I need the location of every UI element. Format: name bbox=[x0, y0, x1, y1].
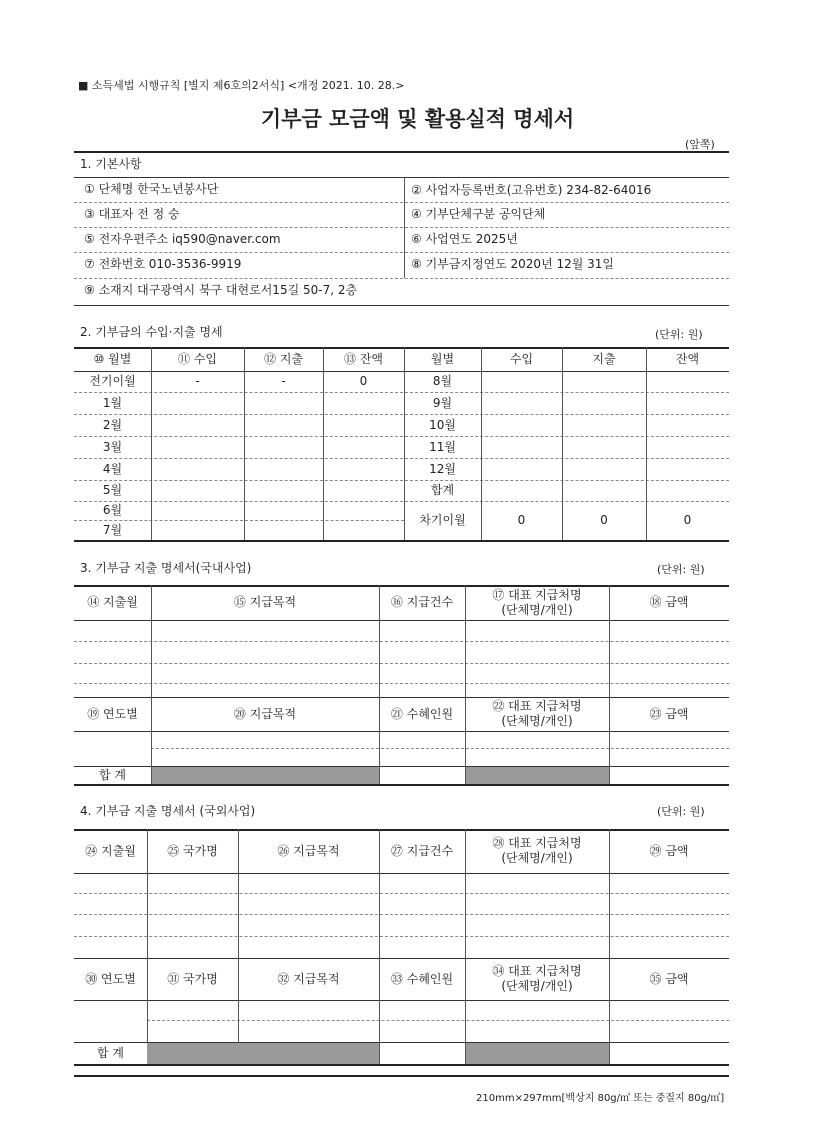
table-cell bbox=[646, 414, 729, 436]
donor-type: ④ 기부단체구분 공익단체 bbox=[411, 207, 546, 221]
total-label: 합 계 bbox=[99, 767, 126, 782]
table-rule bbox=[74, 873, 729, 874]
table-cell bbox=[151, 436, 244, 458]
col-header: ㉑ 수혜인원 bbox=[390, 706, 454, 721]
table-cell: 3월 bbox=[102, 439, 123, 454]
total-label: 합 계 bbox=[97, 1045, 124, 1060]
table-cell bbox=[244, 414, 323, 436]
col-header bbox=[465, 829, 609, 873]
section3-title: 3. 기부금 지출 명세서(국내사업) bbox=[80, 561, 252, 575]
section1-title: 1. 기본사항 bbox=[80, 157, 142, 171]
table-cell bbox=[481, 392, 562, 414]
col-header: ㉜ 지급목적 bbox=[277, 971, 340, 986]
table-rule bbox=[147, 1020, 729, 1021]
table-cell bbox=[481, 480, 562, 501]
col-header: 월별 bbox=[430, 351, 455, 366]
representative: ③ 대표자 전 정 숭 bbox=[84, 207, 180, 221]
table-cell: 11월 bbox=[429, 439, 456, 454]
phone: ⑦ 전화번호 010-3536-9919 bbox=[84, 257, 242, 271]
s1-line bbox=[74, 278, 729, 279]
table-rule bbox=[74, 1000, 729, 1001]
s1-line bbox=[74, 252, 729, 253]
table-rule bbox=[74, 784, 729, 786]
table-rule bbox=[74, 683, 729, 684]
col-header: ㉕ 국가명 bbox=[167, 843, 218, 858]
shaded-cell bbox=[147, 1043, 379, 1064]
col-header: ⑪ 수입 bbox=[178, 351, 217, 366]
carry-forward-cell: 차기이월 bbox=[419, 513, 466, 527]
table-cell bbox=[323, 414, 404, 436]
table-cell bbox=[481, 371, 562, 392]
table-cell bbox=[151, 414, 244, 436]
table-cell bbox=[323, 436, 404, 458]
payee-label: ⑰ 대표 지급처명 bbox=[492, 587, 582, 602]
designation-year: ⑧ 기부금지정연도 2020년 12월 31일 bbox=[411, 257, 615, 271]
table-cell: 0 bbox=[359, 374, 368, 388]
org-name: ① 단체명 한국노년봉사단 bbox=[84, 182, 219, 196]
col-header: ㉝ 수혜인원 bbox=[390, 971, 454, 986]
payee-label: ㉞ 대표 지급처명 bbox=[492, 964, 582, 978]
col-header: ㉖ 지급목적 bbox=[277, 843, 340, 858]
table-cell: 9월 bbox=[432, 395, 453, 410]
col-header: ⑩ 월별 bbox=[93, 351, 132, 366]
table-cell bbox=[562, 480, 646, 501]
table-cell bbox=[562, 371, 646, 392]
section2-unit: (단위: 원) bbox=[655, 328, 703, 341]
payee-sublabel: (단체명/개인) bbox=[501, 602, 573, 617]
table-rule bbox=[74, 731, 729, 732]
table-cell bbox=[562, 436, 646, 458]
carry-forward-cell: 0 bbox=[517, 513, 526, 527]
table-cell bbox=[151, 392, 244, 414]
s1-line bbox=[74, 202, 729, 203]
table-cell: 합계 bbox=[430, 483, 455, 497]
table-cell: - bbox=[195, 374, 200, 388]
col-header: ㉚ 연도별 bbox=[85, 971, 136, 986]
table-cell bbox=[151, 501, 244, 520]
table-cell bbox=[244, 501, 323, 520]
table-cell: 6월 bbox=[102, 503, 123, 517]
col-header: ⑬ 잔액 bbox=[344, 351, 383, 366]
table-cell bbox=[646, 371, 729, 392]
section4-unit: (단위: 원) bbox=[657, 805, 705, 818]
business-registration: ② 사업자등록번호(고유번호) 234-82-64016 bbox=[411, 183, 652, 197]
carry-forward-cell: 0 bbox=[683, 513, 692, 527]
payee-label: ㉘ 대표 지급처명 bbox=[492, 836, 582, 850]
col-header: ⑭ 지출월 bbox=[87, 595, 138, 609]
table-cell: 4월 bbox=[102, 461, 123, 476]
table-cell: 12월 bbox=[429, 461, 456, 476]
s1-line bbox=[74, 305, 729, 306]
table-rule bbox=[74, 663, 729, 664]
table-cell bbox=[323, 501, 404, 520]
col-header: 지출 bbox=[592, 351, 616, 366]
table-cell bbox=[323, 458, 404, 480]
table-cell: 10월 bbox=[429, 417, 456, 432]
col-header: ⑮ 지급목적 bbox=[233, 595, 297, 609]
col-header: ⑫ 지출 bbox=[264, 351, 303, 366]
col-header: ⑳ 지급목적 bbox=[233, 706, 297, 721]
table-cell bbox=[151, 458, 244, 480]
table-cell bbox=[244, 480, 323, 501]
table-rule bbox=[151, 748, 729, 749]
table-cell bbox=[562, 392, 646, 414]
table-cell: 8월 bbox=[432, 374, 453, 388]
bottom-border bbox=[74, 1075, 729, 1077]
table-cell: - bbox=[281, 374, 286, 388]
col-header bbox=[465, 958, 609, 1000]
shaded-cell bbox=[466, 1043, 609, 1064]
table-cell bbox=[151, 520, 244, 540]
table-rule bbox=[74, 936, 729, 937]
law-reference: ■ 소득세법 시행규칙 [별지 제6호의2서식] <개정 2021. 10. 28.> bbox=[78, 79, 405, 92]
table-cell bbox=[323, 392, 404, 414]
top-border bbox=[74, 151, 729, 153]
payee-label: ㉒ 대표 지급처명 bbox=[492, 699, 582, 713]
col-header bbox=[465, 697, 609, 731]
col-header bbox=[465, 585, 609, 620]
table-cell bbox=[244, 436, 323, 458]
table-cell bbox=[323, 520, 404, 540]
table-cell bbox=[481, 436, 562, 458]
table-cell bbox=[646, 458, 729, 480]
table-rule bbox=[74, 540, 729, 542]
col-header: 잔액 bbox=[675, 351, 700, 366]
table-cell bbox=[244, 458, 323, 480]
col-header: ㉟ 금액 bbox=[649, 971, 689, 986]
payee-sublabel: (단체명/개인) bbox=[501, 979, 573, 993]
col-header: ㉗ 지급건수 bbox=[390, 843, 454, 858]
table-cell bbox=[562, 458, 646, 480]
col-header: ㉛ 국가명 bbox=[167, 971, 218, 986]
table-cell bbox=[481, 414, 562, 436]
paper-spec: 210mm×297mm[백상지 80g/㎡ 또는 중질지 80g/㎡] bbox=[476, 1093, 725, 1104]
shaded-cell bbox=[466, 767, 609, 784]
table-rule bbox=[74, 914, 729, 915]
payee-sublabel: (단체명/개인) bbox=[501, 714, 573, 728]
s1-divider bbox=[404, 177, 405, 278]
section2-title: 2. 기부금의 수입·지출 명세 bbox=[80, 325, 223, 339]
table-rule bbox=[74, 641, 729, 642]
page-title: 기부금 모금액 및 활용실적 명세서 bbox=[260, 107, 575, 131]
payee-sublabel: (단체명/개인) bbox=[501, 851, 573, 865]
page-side-label: (앞쪽) bbox=[685, 138, 715, 151]
col-header: ⑱ 금액 bbox=[649, 595, 689, 609]
table-cell: 전기이월 bbox=[89, 374, 136, 388]
table-rule bbox=[74, 1064, 729, 1066]
table-cell bbox=[646, 480, 729, 501]
carry-forward-cell: 0 bbox=[600, 513, 608, 527]
table-rule bbox=[74, 620, 729, 621]
table-cell bbox=[562, 414, 646, 436]
table-cell: 5월 bbox=[102, 483, 123, 497]
table-cell bbox=[481, 458, 562, 480]
table-cell bbox=[151, 480, 244, 501]
col-header: ㉙ 금액 bbox=[649, 843, 689, 858]
col-header: 수입 bbox=[509, 351, 534, 366]
s1-line bbox=[74, 227, 729, 228]
table-cell: 1월 bbox=[102, 395, 123, 410]
business-year: ⑥ 사업연도 2025년 bbox=[411, 232, 518, 246]
address: ⑨ 소재지 대구광역시 북구 대현로서15길 50-7, 2층 bbox=[84, 283, 358, 297]
table-cell bbox=[244, 392, 323, 414]
table-rule bbox=[74, 893, 729, 894]
col-header: ⑯ 지급건수 bbox=[390, 595, 454, 609]
section4-title: 4. 기부금 지출 명세서 (국외사업) bbox=[80, 804, 256, 818]
table-cell bbox=[244, 520, 323, 540]
table-cell: 2월 bbox=[102, 417, 123, 432]
email: ⑤ 전자우편주소 iq590@naver.com bbox=[84, 232, 281, 246]
table-cell bbox=[646, 436, 729, 458]
section3-unit: (단위: 원) bbox=[657, 563, 705, 576]
shaded-cell bbox=[152, 767, 379, 784]
table-cell: 7월 bbox=[102, 522, 123, 537]
table-cell bbox=[646, 392, 729, 414]
col-header: ㉓ 금액 bbox=[649, 706, 689, 721]
s1-line bbox=[74, 177, 729, 178]
col-header: ⑲ 연도별 bbox=[87, 706, 138, 721]
table-cell bbox=[323, 480, 404, 501]
col-header: ㉔ 지출월 bbox=[85, 843, 136, 858]
